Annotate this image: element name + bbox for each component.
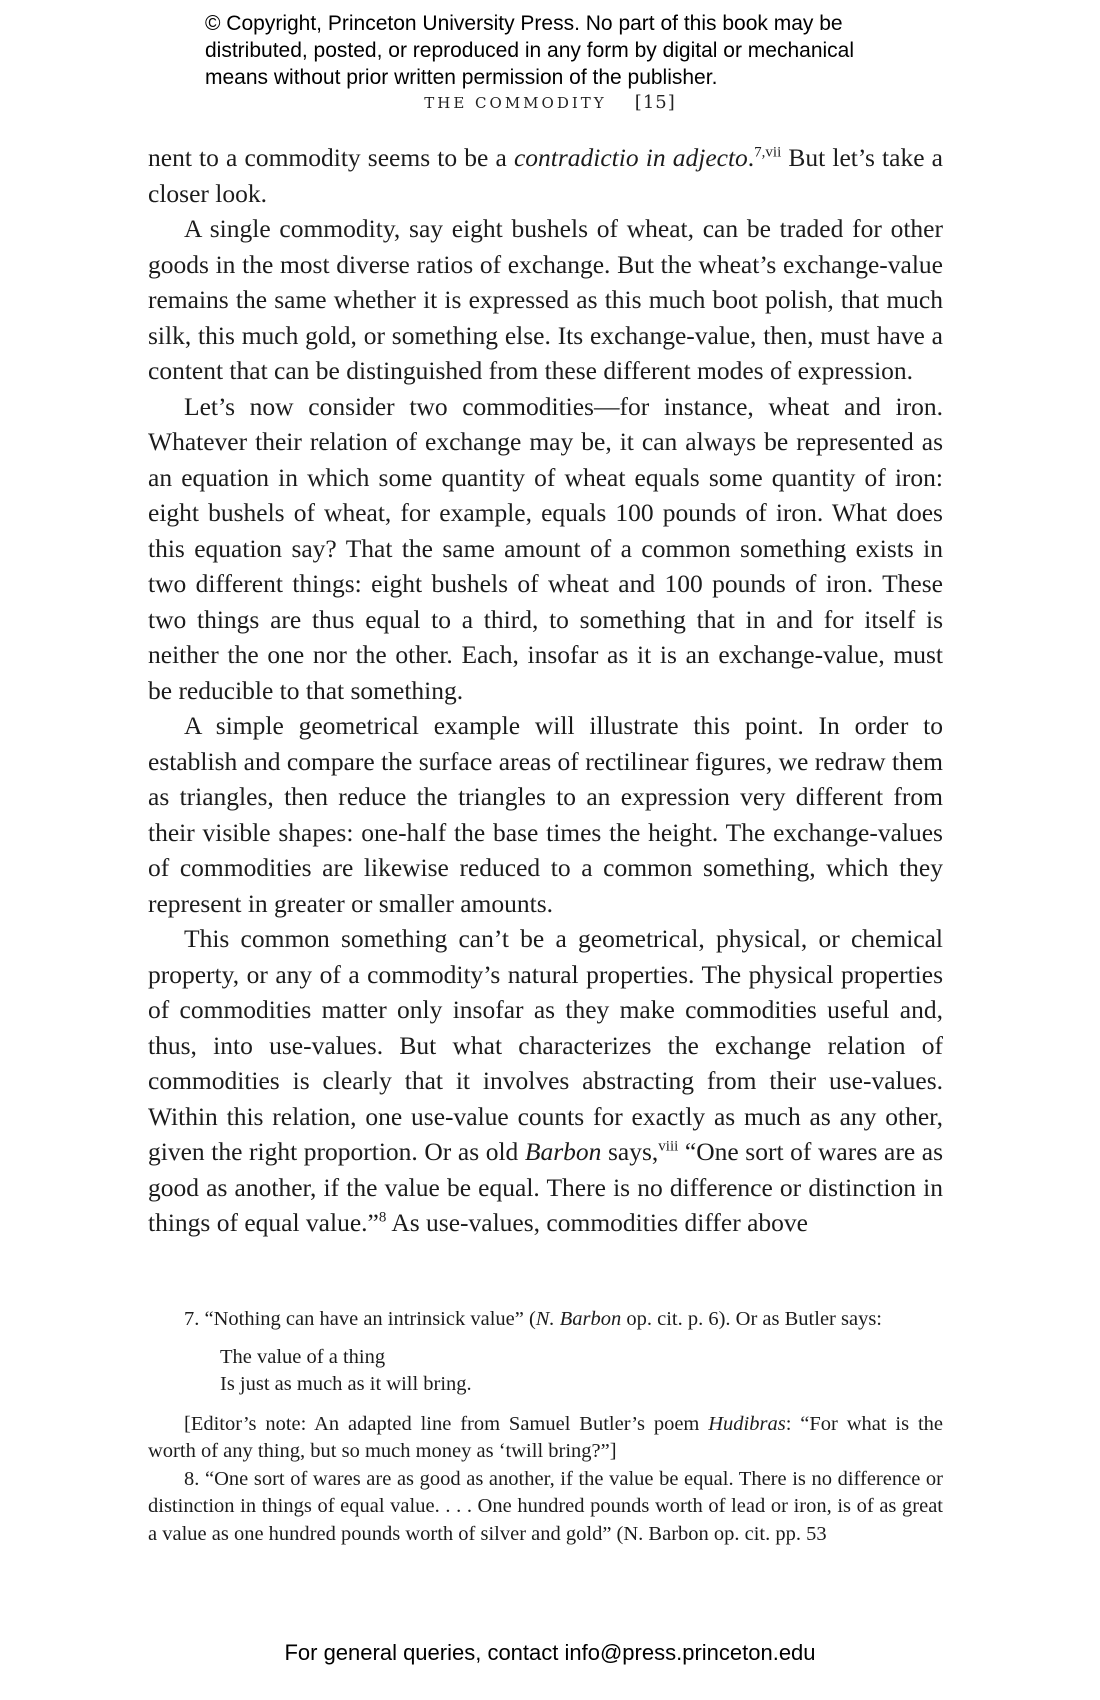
- text-run: This common something can’t be a geometrical, physical, or chemical property, or any of a commodity’s natural properties. The physical properties of commodities matter only insofar as they make commodities useful and, thus, into use-values. But what characterizes the exchange relation of commodities is clearly that it involves abstracting from their use-values. Within this relation, one use-value counts for exactly as much as any other, given the right proportion. Or as old: [148, 924, 943, 1166]
- main-text: [148, 140, 943, 1241]
- italic-phrase: contradictio in adjecto: [513, 143, 748, 172]
- text-run: : “For what is the worth of any thing, but so much money as ‘twill bring?”]: [148, 1412, 943, 1462]
- text-run: nent to a commodity seems to be a: [148, 143, 514, 172]
- text-run: .: [747, 143, 755, 172]
- copyright-line-1: © Copyright, Princeton University Press. No part of this book may be: [205, 12, 843, 35]
- verse-line-2: Is just as much as it will bring.: [220, 1373, 472, 1395]
- copyright-notice: [205, 10, 925, 91]
- text-run: [Editor’s note: An adapted line from Samuel Butler’s poem: [184, 1412, 709, 1435]
- paragraph-1: [148, 140, 943, 211]
- footnote-8: 8. “One sort of wares are as good as another, if the value be equal. There is no difference or distinction in things of equal value. . . . One hundred pounds worth of lead or iron, is of as great a value as one hundred pounds worth of silver and gold” (N. Barbon op. cit. pp. 53: [148, 1467, 943, 1545]
- footnote-ref-8[interactable]: 8: [378, 1209, 387, 1226]
- verse-line-1: The value of a thing: [220, 1345, 386, 1368]
- text-run: As use-values, commodities differ above: [386, 1208, 808, 1237]
- footer-contact: For general queries, contact info@press.princeton.edu: [284, 1640, 816, 1665]
- footnotes: [148, 1306, 943, 1548]
- footnote-ref-7[interactable]: 7,vii: [754, 144, 782, 161]
- paragraph-4: A simple geometrical example will illustrate this point. In order to establish and compare the surface areas of rectilinear figures, we redraw them as triangles, then reduce the triangles to an expression very different from their visible shapes: one-half the base times the height. The exchange-values of commodities are likewise reduced to a common something, which they represent in greater or smaller amounts.: [148, 711, 943, 918]
- paragraph-2: A single commodity, say eight bushels of wheat, can be traded for other goods in the most diverse ratios of exchange. But the wheat’s exchange-value remains the same whether it is expressed as this much boot polish, that much silk, this much gold, or something else. Its exchange-value, then, must have a content that can be distinguished from these different modes of expression.: [148, 214, 943, 385]
- copyright-line-2: distributed, posted, or reproduced in any form by digital or mechanical: [205, 39, 855, 62]
- footnote-7: [148, 1306, 943, 1334]
- editor-note: [148, 1411, 943, 1466]
- footnote-ref-viii[interactable]: viii: [658, 1138, 679, 1155]
- italic-name: N. Barbon: [535, 1308, 622, 1330]
- text-run: 7. “Nothing can have an intrinsick value” (: [184, 1308, 536, 1330]
- text-run: “One sort of wares are as good as another, if the value be equal. There is no difference or distinction in things of equal value.”: [148, 1137, 943, 1237]
- verse-quote: [220, 1344, 943, 1399]
- copyright-line-3: means without prior written permission of the publisher.: [205, 66, 718, 89]
- paragraph-5: [148, 921, 943, 1241]
- italic-name: Barbon: [524, 1137, 602, 1166]
- page-number: [15]: [634, 92, 676, 113]
- paragraph-3: Let’s now consider two commodities—for instance, wheat and iron. Whatever their relation of exchange may be, it can always be represented as an equation in which some quantity of wheat equals some quantity of iron: eight bushels of wheat, for example, equals 100 pounds of iron. What does this equation say? That the same amount of a common something exists in two different things: eight bushels of wheat and 100 pounds of iron. These two things are thus equal to a third, to something that in and for itself is neither the one nor the other. Each, insofar as it is an exchange-value, must be reducible to that something.: [148, 391, 943, 705]
- text-run: op. cit. p. 6). Or as Butler says:: [621, 1308, 882, 1330]
- text-run: says,: [601, 1137, 659, 1166]
- text-run: But let’s take a closer look.: [148, 143, 943, 208]
- running-head: [0, 92, 1100, 113]
- italic-title: Hudibras: [708, 1412, 786, 1435]
- running-head-title: THE COMMODITY: [424, 94, 607, 112]
